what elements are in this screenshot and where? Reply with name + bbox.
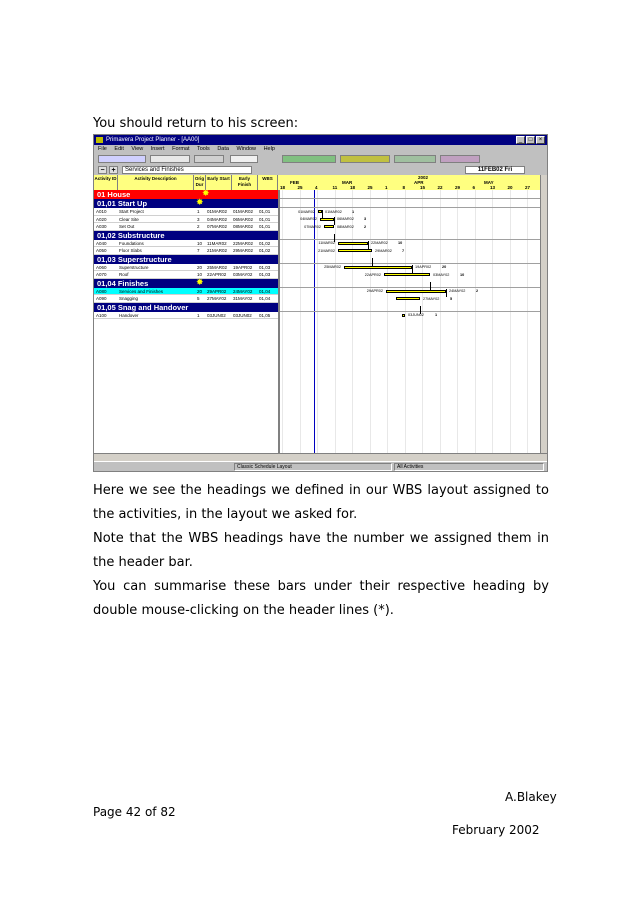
cell-finish: 31MAY02 [233,296,253,301]
cell-dur: 7 [197,248,200,253]
cell-finish: 29MAR02 [233,248,254,253]
menu-tools[interactable]: Tools [196,146,210,152]
wbs-heading[interactable]: 01,04 Finishes [94,279,278,288]
cell-start: 29APR02 [207,288,227,294]
col-early-start[interactable]: Early Start [206,175,232,190]
menu-bar [94,145,547,154]
cell-finish: 01MAR02 [233,209,254,214]
activity-row[interactable] [94,247,278,255]
week-tick-label: 29 [455,185,461,190]
maximize-button[interactable]: □ [526,136,535,144]
edit-bar [94,165,547,175]
week-tick-label: 25 [297,185,303,190]
week-tick-label: 15 [420,185,426,190]
cell-dur: 2 [197,224,200,229]
cell-wbs: 01,03 [259,264,271,270]
activity-row[interactable] [94,223,278,231]
activity-row[interactable] [94,240,278,248]
status-filter: All Activities [394,463,544,471]
cell-id: A050 [96,248,107,253]
activity-row[interactable] [94,216,278,224]
menu-help[interactable]: Help [263,146,275,152]
window-title: Primavera Project Planner - [AA00] [106,137,200,143]
col-description[interactable]: Activity Description [118,175,194,190]
cell-finish: 08MAR02 [233,224,254,229]
close-button[interactable]: × [536,136,545,144]
gantt-heading-line [280,207,548,208]
dependency-link [372,258,373,266]
gantt-heading-line [280,311,548,312]
dependency-link [368,241,369,249]
week-gridline [352,190,353,453]
status-bar [94,461,547,472]
summary-star-icon: ✸ [196,197,204,207]
wbs-heading[interactable]: 01,01 Start Up [94,199,278,208]
wbs-heading[interactable]: 01,02 Substructure [94,231,278,240]
p3-screenshot [93,134,548,472]
cell-wbs: 01,04 [259,296,271,301]
horizontal-scrollbar[interactable] [94,453,547,461]
cell-start: 01MAR02 [207,209,228,214]
cell-dur: 10 [197,272,203,277]
gantt-chart [278,190,548,453]
col-wbs[interactable]: WBS [258,175,278,190]
week-tick-label: 25 [367,185,373,190]
bar-finish-label: 08MAR02 [337,224,354,229]
paragraph-3: You can summarise these bars under their respective heading by double mouse-clicking on the header lines (*). [93,579,549,618]
bar-start-label: 21MAR02 [318,248,335,253]
cell-dur: 20 [197,288,203,294]
bar-duration-label: 7 [402,248,405,253]
week-gridline [300,190,301,453]
bar-start-label: 29APR02 [366,289,383,293]
month-apr: APR [414,180,424,185]
cell-start: 25MAR02 [207,264,228,270]
bar-start-label: 07MAR02 [304,224,321,229]
cell-desc: Handover [119,312,139,318]
week-tick-label: 18 [280,185,286,190]
week-gridline [492,190,493,453]
bar-finish-label: 27MAY02 [423,296,440,301]
activity-bar[interactable] [338,242,368,245]
window-titlebar [94,135,547,145]
toolbar-file-icons[interactable] [98,155,146,163]
cell-desc: Superstructure [119,264,149,270]
wbs-heading[interactable]: 01,03 Superstructure [94,255,278,264]
activity-row[interactable] [94,208,278,216]
dependency-link [334,217,335,225]
status-layout: Classic Schedule Layout [234,463,392,471]
bar-duration-label: 1 [435,313,438,317]
week-gridline [475,190,479,453]
cell-id: A090 [96,296,107,301]
cell-start: 27MAY02 [207,296,227,301]
col-early-finish[interactable]: Early Finish [232,175,258,190]
activity-bar[interactable] [344,266,412,269]
activity-row[interactable] [94,288,278,296]
menu-edit[interactable]: Edit [114,146,124,152]
activity-bar[interactable] [386,290,446,293]
activity-row[interactable] [94,264,278,272]
cell-id: A040 [96,240,107,246]
bar-start-label: 01MAR02 [298,209,315,214]
cell-desc: Services and Finishes [119,288,164,294]
menu-window[interactable]: Window [236,146,257,152]
summary-star-icon: ✸ [202,188,210,198]
bar-start-label: 04MAR02 [300,217,317,221]
bar-finish-label: 03MAY02 [433,272,450,277]
gantt-heading-line [280,198,548,199]
activity-bar[interactable] [320,218,334,221]
bar-duration-label: 2 [364,224,367,229]
cell-desc: Start Project [119,209,144,214]
bar-duration-label: 2 [476,289,479,293]
wbs-heading[interactable]: 01 House [94,190,278,199]
cell-dur: 3 [197,216,200,222]
footer-page-number: Page 42 of 82 [93,805,176,819]
timescale-year: 2002 [418,175,429,180]
minimize-button[interactable]: _ [516,136,525,144]
cell-desc: Floor Slabs [119,248,142,253]
minus-icon[interactable]: − [98,166,107,174]
activity-row[interactable] [94,295,278,303]
week-tick-label: 4 [315,185,318,190]
gantt-heading-line [280,287,548,288]
bar-duration-label: 5 [450,296,453,301]
activity-bar[interactable] [324,225,334,228]
bar-start-label: 11MAR02 [318,241,335,245]
cell-dur: 1 [197,312,200,318]
week-gridline [405,190,406,453]
month-mar: MAR [342,180,353,185]
cell-start: 04MAR02 [207,216,228,222]
cell-dur: 1 [197,209,200,214]
week-gridline [422,190,423,453]
activity-bar[interactable] [396,297,420,300]
cell-finish: 22MAR02 [233,240,254,246]
bar-finish-label: 22MAR02 [371,241,388,245]
week-gridline [510,190,511,453]
cell-finish: 03JUN02 [233,312,252,318]
cell-id: A080 [96,288,107,294]
cell-finish: 06MAR02 [233,216,254,222]
week-gridline [527,190,528,453]
cell-start: 22APR02 [207,272,227,277]
cell-dur: 5 [197,296,200,301]
week-gridline [282,190,283,453]
week-tick-label: 11 [332,185,338,190]
cell-wbs: 01,01 [259,224,271,229]
bar-start-label: 25MAR02 [324,265,341,269]
cell-id: A070 [96,272,107,277]
cell-desc: Snagging [119,296,139,301]
week-tick-label: 1 [385,185,388,190]
bar-start-label: 22APR02 [364,272,381,277]
cell-finish: 19APR02 [233,264,253,270]
activity-row[interactable] [94,312,278,320]
paragraph-2: Note that the WBS headings have the number we assigned them in the header bar. [93,531,549,570]
activity-bar[interactable] [384,273,430,276]
cell-desc: Foundations [119,240,144,246]
bar-finish-label: 24MAY02 [449,289,466,293]
plus-icon[interactable]: + [109,166,118,174]
toolbar-schedule-icons[interactable] [340,155,390,163]
dependency-link [420,306,421,314]
cell-finish: 24MAY02 [233,288,253,294]
cell-wbs: 01,01 [259,209,271,214]
footer-date: February 2002 [452,823,540,837]
activity-bar[interactable] [338,249,372,252]
week-tick-label: 6 [472,185,476,190]
week-tick-label: 8 [402,185,406,190]
week-gridline [387,190,388,453]
gantt-heading-line [280,263,548,264]
bar-finish-label: 03JUN02 [408,313,424,317]
bar-duration-label: 1 [352,209,355,214]
timescale [278,175,548,190]
menu-view[interactable]: View [131,146,144,152]
week-tick-label: 13 [490,185,496,190]
bar-finish-label: 06MAR02 [337,217,354,221]
bar-finish-label: 29MAR02 [375,248,392,253]
bar-duration-label: 10 [398,241,403,245]
app-icon [96,137,103,143]
cell-start: 11MAR02 [207,240,227,246]
menu-format[interactable]: Format [172,146,190,152]
bar-duration-label: 3 [364,217,367,221]
cell-id: A030 [96,224,107,229]
cell-desc: Clear Site [119,216,139,222]
week-gridline [457,190,458,453]
toolbar-activity-icons[interactable] [282,155,336,163]
toolbar-view-icons[interactable] [194,155,224,163]
dependency-link [322,210,323,218]
activity-row[interactable] [94,271,278,279]
dependency-link [430,282,431,290]
cell-start: 07MAR02 [207,224,228,229]
cell-id: A060 [96,264,107,270]
week-tick-label: 18 [350,185,356,190]
cell-wbs: 01,04 [259,288,271,294]
menu-data[interactable]: Data [217,146,229,152]
cell-wbs: 01,05 [259,312,271,318]
cell-id: A100 [96,312,107,318]
cell-id: A010 [96,209,107,214]
summary-star-icon: ✸ [196,276,204,287]
cell-wbs: 01,02 [259,240,271,246]
toolbar-misc-icons[interactable] [440,155,480,163]
edit-field[interactable]: Services and Finishes [122,166,252,174]
current-date-field: 11FEB02 Fri [465,166,525,174]
toolbar-layout-icons[interactable] [394,155,436,163]
toolbar-edit-icons[interactable] [150,155,190,163]
week-gridline [317,190,318,453]
menu-file[interactable]: File [98,146,107,152]
cell-wbs: 01,01 [259,216,271,222]
week-gridline [370,190,371,453]
gantt-heading-line [280,239,548,240]
col-activity-id[interactable]: Activity ID [94,175,118,190]
week-gridline [335,190,336,453]
week-tick-label: 22 [437,185,443,190]
cell-desc: Set Out [119,224,135,229]
bar-finish-label: 01MAR02 [325,209,342,214]
cell-dur: 10 [197,240,203,246]
month-may: MAY [484,180,494,185]
cell-finish: 03MAY02 [233,272,253,277]
cell-start: 21MAR02 [207,248,228,253]
dependency-link [412,265,413,273]
cell-dur: 20 [197,264,203,270]
week-tick-label: 20 [507,185,513,190]
data-date-line [314,190,315,453]
bar-finish-label: 19APR02 [415,265,432,269]
month-feb: FEB [290,180,299,185]
week-gridline [440,190,441,453]
activity-bar[interactable] [402,314,405,317]
week-tick-label: 27 [525,185,531,190]
menu-insert[interactable]: Insert [150,146,165,152]
intro-text: You should return to his screen: [93,116,299,131]
cell-start: 03JUN02 [207,312,226,318]
wbs-heading[interactable]: 01,05 Snag and Handover [94,303,278,312]
dependency-link [446,289,447,297]
cell-desc: Roof [119,272,129,277]
toolbar [94,154,547,165]
bar-duration-label: 20 [442,265,447,269]
cell-id: A020 [96,216,107,222]
bar-duration-label: 10 [460,272,465,277]
footer-author: A.Blakey [505,790,557,804]
vertical-scrollbar[interactable] [540,175,547,453]
cell-wbs: 01,03 [259,272,271,277]
toolbar-format-icons[interactable] [230,155,258,163]
cell-wbs: 01,02 [259,248,271,253]
col-orig-dur[interactable]: Orig Dur [194,175,206,190]
activity-table [94,190,278,453]
dependency-link [334,234,335,242]
paragraph-1: Here we see the headings we defined in our WBS layout assigned to the activities, in the layout we asked for. [93,483,549,522]
